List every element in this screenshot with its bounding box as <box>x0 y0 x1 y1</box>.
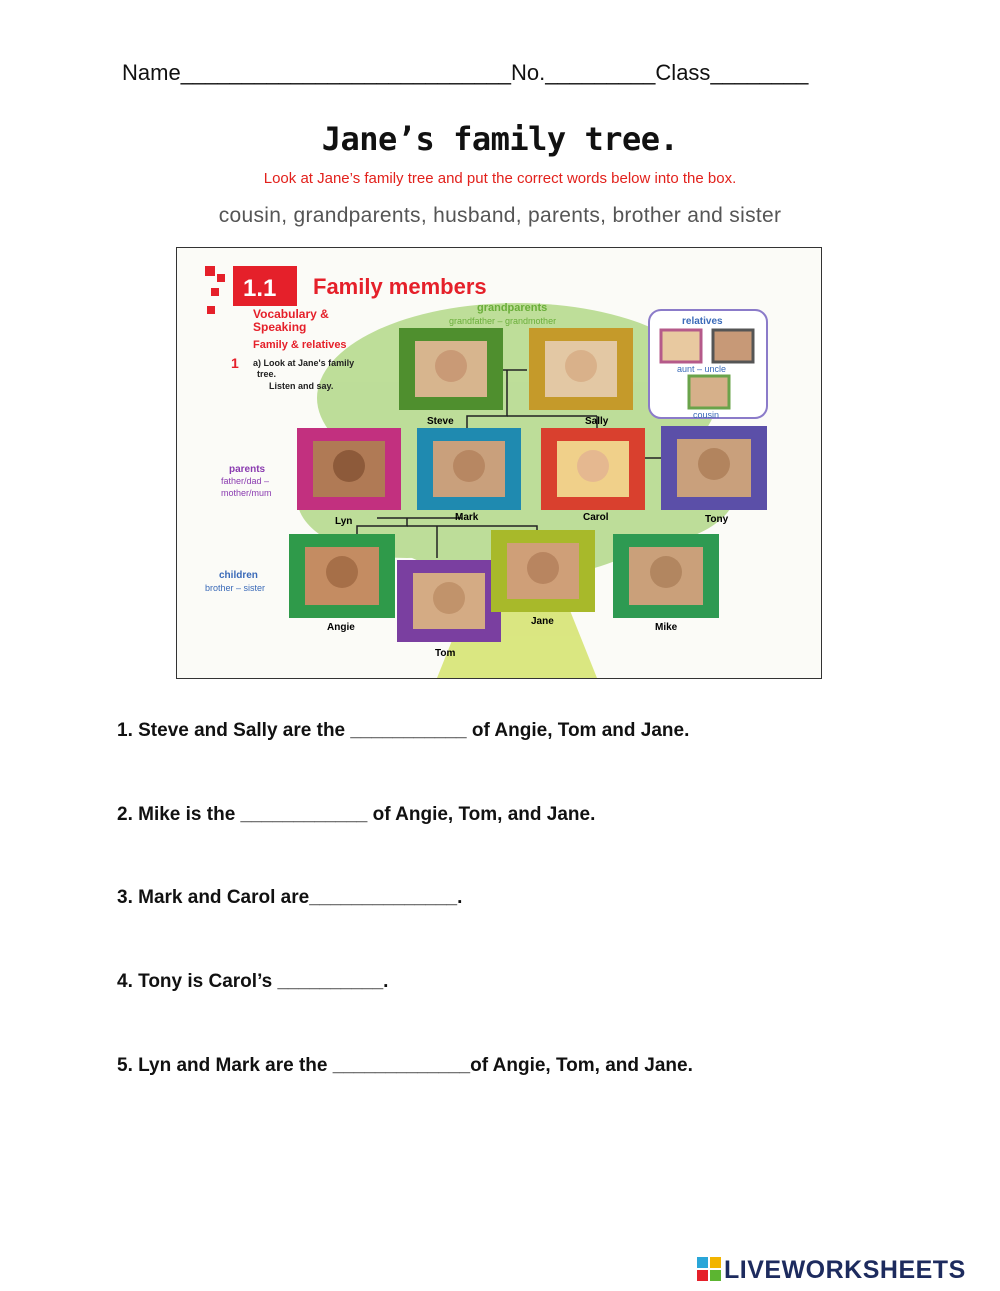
parents-label: parents <box>229 464 266 475</box>
section-title: Family members <box>313 274 487 299</box>
worksheet-title: Jane’s family tree. <box>321 120 679 158</box>
number-label: No. <box>511 60 546 85</box>
grandparents-sub: grandfather – grandmother <box>449 316 557 326</box>
name-jane: Jane <box>531 616 554 627</box>
class-blank[interactable]: ________ <box>710 60 809 85</box>
question-4: 4. Tony is Carol’s __________. <box>117 971 389 992</box>
brand-text: LIVEWORKSHEETS <box>724 1256 966 1284</box>
name-tom: Tom <box>435 648 456 659</box>
figure-subtitle-3: Family & relatives <box>253 339 347 351</box>
cousin-label: cousin <box>693 410 720 420</box>
liveworksheets-logo <box>697 1256 966 1285</box>
logo-cubes-icon <box>697 1257 721 1281</box>
question-2: 2. Mike is the ____________ of Angie, Tom, and Jane. <box>117 804 596 825</box>
children-sub: brother – sister <box>205 583 266 593</box>
number-blank[interactable]: _________ <box>545 60 656 85</box>
relatives-box <box>649 310 767 420</box>
question-1: 1. Steve and Sally are the ___________ of Angie, Tom and Jane. <box>117 720 690 741</box>
name-carol: Carol <box>583 512 609 523</box>
photo-frame-carol <box>541 428 645 523</box>
family-tree-illustration <box>177 248 821 678</box>
name-tony: Tony <box>705 514 729 525</box>
children-label: children <box>219 570 258 581</box>
name-mark: Mark <box>455 512 479 523</box>
section-number: 1.1 <box>243 275 277 302</box>
relatives-sub: aunt – uncle <box>677 364 727 374</box>
question-5: 5. Lyn and Mark are the _____________of Angie, Tom, and Jane. <box>117 1055 693 1076</box>
figure-subtitle-2: Speaking <box>253 320 307 334</box>
name-mike: Mike <box>655 622 678 633</box>
class-label: Class <box>655 60 711 85</box>
figure-subtitle-1: Vocabulary & <box>253 307 329 321</box>
parents-sub-2: mother/mum <box>221 488 272 498</box>
family-tree-figure <box>176 247 822 679</box>
relatives-label: relatives <box>682 316 723 327</box>
name-lyn: Lyn <box>335 516 353 527</box>
name-sally: Sally <box>585 416 609 427</box>
exercise-line-3: Listen and say. <box>269 381 334 391</box>
exercise-line-2: tree. <box>257 369 277 379</box>
name-steve: Steve <box>427 416 454 427</box>
instruction-text: Look at Jane’s family tree and put the correct words below into the box. <box>263 170 737 187</box>
grandparents-label: grandparents <box>477 302 548 314</box>
photo-frame-mike <box>613 534 719 633</box>
name-blank[interactable]: ___________________________ <box>180 60 512 85</box>
name-label: Name <box>122 60 181 85</box>
exercise-line-1: a) Look at Jane's family <box>253 358 355 368</box>
question-3: 3. Mark and Carol are______________. <box>117 887 463 908</box>
photo-frame-angie <box>289 534 395 633</box>
parents-sub-1: father/dad – <box>221 476 270 486</box>
word-box: cousin, grandparents, husband, parents, brother and sister <box>218 204 782 227</box>
name-angie: Angie <box>327 622 355 633</box>
photo-frame-mark <box>417 428 521 523</box>
section-badge <box>205 266 487 314</box>
exercise-number: 1 <box>231 355 239 371</box>
student-info-line <box>122 60 808 86</box>
